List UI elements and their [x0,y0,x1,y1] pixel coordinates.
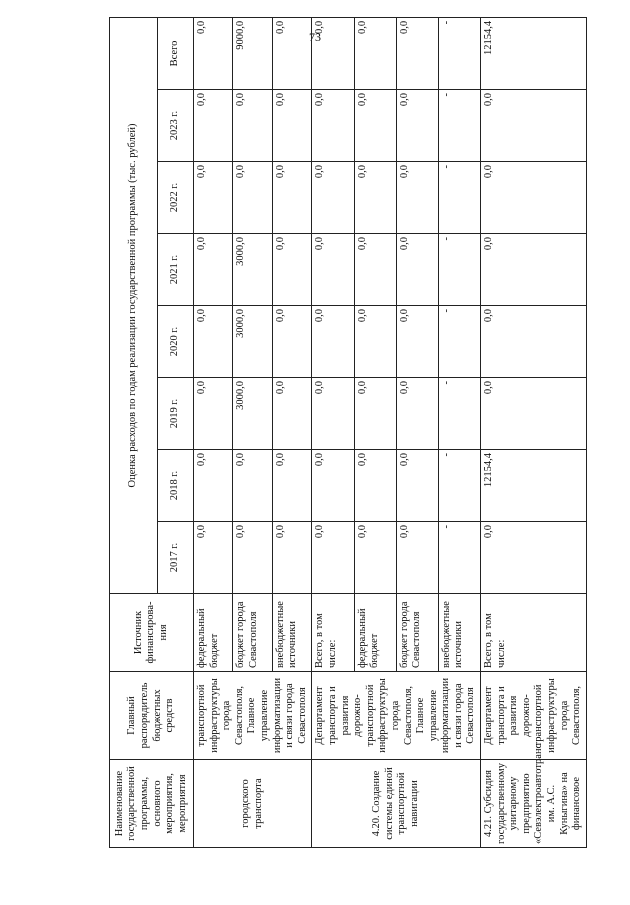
value-cell: 0,0 [354,162,396,234]
year-header: 2020 г. [158,306,194,378]
value-cell: 0,0 [481,162,587,234]
value-cell: 0,0 [396,378,438,450]
total-header: Всего [158,17,194,89]
value-cell: 0,0 [312,162,354,234]
value-cell: 0,0 [312,90,354,162]
value-cell: 0,0 [396,90,438,162]
measure-distributor: Департамент транспорта и развития дорожно-транспортной инфраструктуры города Севастополя, Главное управление информатизации и связи города Севастополя [312,672,481,760]
header-name: Наименование государственной программы, основного мероприятия, мероприятия [110,760,194,848]
value-cell: 0,0 [312,306,354,378]
value-cell: 3000,0 [233,378,272,450]
value-cell: 0,0 [194,306,233,378]
header-estimate: Оценка расходов по годам реализации государственной программы (тыс. рублей) [110,17,158,593]
value-cell: 3000,0 [233,234,272,306]
rotated-table-wrapper [109,18,583,848]
value-cell: 0,0 [396,306,438,378]
value-cell: - [438,450,480,522]
funding-source: внебюджетные источники [272,594,311,672]
value-cell: 0,0 [194,378,233,450]
page-number: 73 [309,30,321,44]
value-cell: - [438,90,480,162]
value-cell: 0,0 [354,306,396,378]
funding-source: бюджет города Севастополя [233,594,272,672]
value-cell: 0,0 [312,378,354,450]
value-cell: 0,0 [312,450,354,522]
value-cell: 0,0 [272,450,311,522]
value-cell: - [438,378,480,450]
value-cell: 0,0 [272,522,311,594]
year-header: 2017 г. [158,522,194,594]
value-cell: - [438,306,480,378]
funding-source: Всего, в том числе: [312,594,354,672]
measure-distributor [194,672,312,760]
total-cell: 0,0 [312,17,354,89]
total-cell: 0,0 [396,17,438,89]
value-cell: - [438,162,480,234]
value-cell: 0,0 [233,162,272,234]
measure-name: 4.21. Субсидия государственному унитарному предприятию «Севэлектроавтотранс им. А.С. Куныгина» на финансовое [481,760,587,848]
value-cell: 0,0 [481,234,587,306]
value-cell: 0,0 [481,522,587,594]
value-cell: 0,0 [312,522,354,594]
header-distributor: Главный распорядитель бюджетных средств [110,672,194,760]
table-row [194,17,233,847]
value-cell: - [438,234,480,306]
total-cell: 12154,4 [481,17,587,89]
value-cell: 0,0 [233,522,272,594]
value-cell: 0,0 [272,306,311,378]
value-cell: 3000,0 [233,306,272,378]
value-cell: 0,0 [233,90,272,162]
distributor-text: Главное управление информатизации и связи города Севастополя [246,677,308,754]
value-cell: 0,0 [272,162,311,234]
table-row [312,17,354,847]
value-cell: 0,0 [396,450,438,522]
value-cell: 0,0 [354,522,396,594]
total-cell: 0,0 [194,17,233,89]
year-header: 2022 г. [158,162,194,234]
year-header: 2019 г. [158,378,194,450]
measure-name: 4.20. Создание системы единой транспортной навигации [312,760,481,848]
value-cell: 0,0 [354,450,396,522]
value-cell: 0,0 [194,90,233,162]
value-cell: 0,0 [481,378,587,450]
value-cell: 12154,4 [481,450,587,522]
value-cell: 0,0 [233,450,272,522]
year-header: 2023 г. [158,90,194,162]
value-cell: 0,0 [354,378,396,450]
value-cell: - [438,522,480,594]
value-cell: 0,0 [354,90,396,162]
table-row [481,17,587,847]
value-cell: 0,0 [194,162,233,234]
value-cell: 0,0 [396,522,438,594]
measure-name: городского транспорта [194,760,312,848]
total-cell: 0,0 [354,17,396,89]
value-cell: 0,0 [194,450,233,522]
value-cell: 0,0 [396,162,438,234]
funding-source: бюджет города Севастополя [396,594,438,672]
expenditure-table [109,17,587,848]
measure-distributor: Департамент транспорта и развития дорожно-транспортной инфраструктуры города Севастополя, [481,672,587,760]
header-row [110,17,158,847]
value-cell: 0,0 [481,306,587,378]
value-cell: 0,0 [481,90,587,162]
value-cell: 0,0 [354,234,396,306]
total-cell: 9000,0 [233,17,272,89]
value-cell: 0,0 [194,234,233,306]
funding-source: внебюджетные источники [438,594,480,672]
value-cell: 0,0 [312,234,354,306]
value-cell: 0,0 [272,378,311,450]
header-source: Источник финансирова-ния [110,594,194,672]
value-cell: 0,0 [194,522,233,594]
funding-source: федеральный бюджет [194,594,233,672]
distributor-text: транспортной инфраструктуры города Севастополя, [196,678,245,753]
year-header: 2021 г. [158,234,194,306]
year-header: 2018 г. [158,450,194,522]
funding-source: федеральный бюджет [354,594,396,672]
funding-source: Всего, в том числе: [481,594,587,672]
value-cell: 0,0 [396,234,438,306]
value-cell: 0,0 [272,234,311,306]
value-cell: 0,0 [272,90,311,162]
total-cell: 0,0 [272,17,311,89]
total-cell: - [438,17,480,89]
